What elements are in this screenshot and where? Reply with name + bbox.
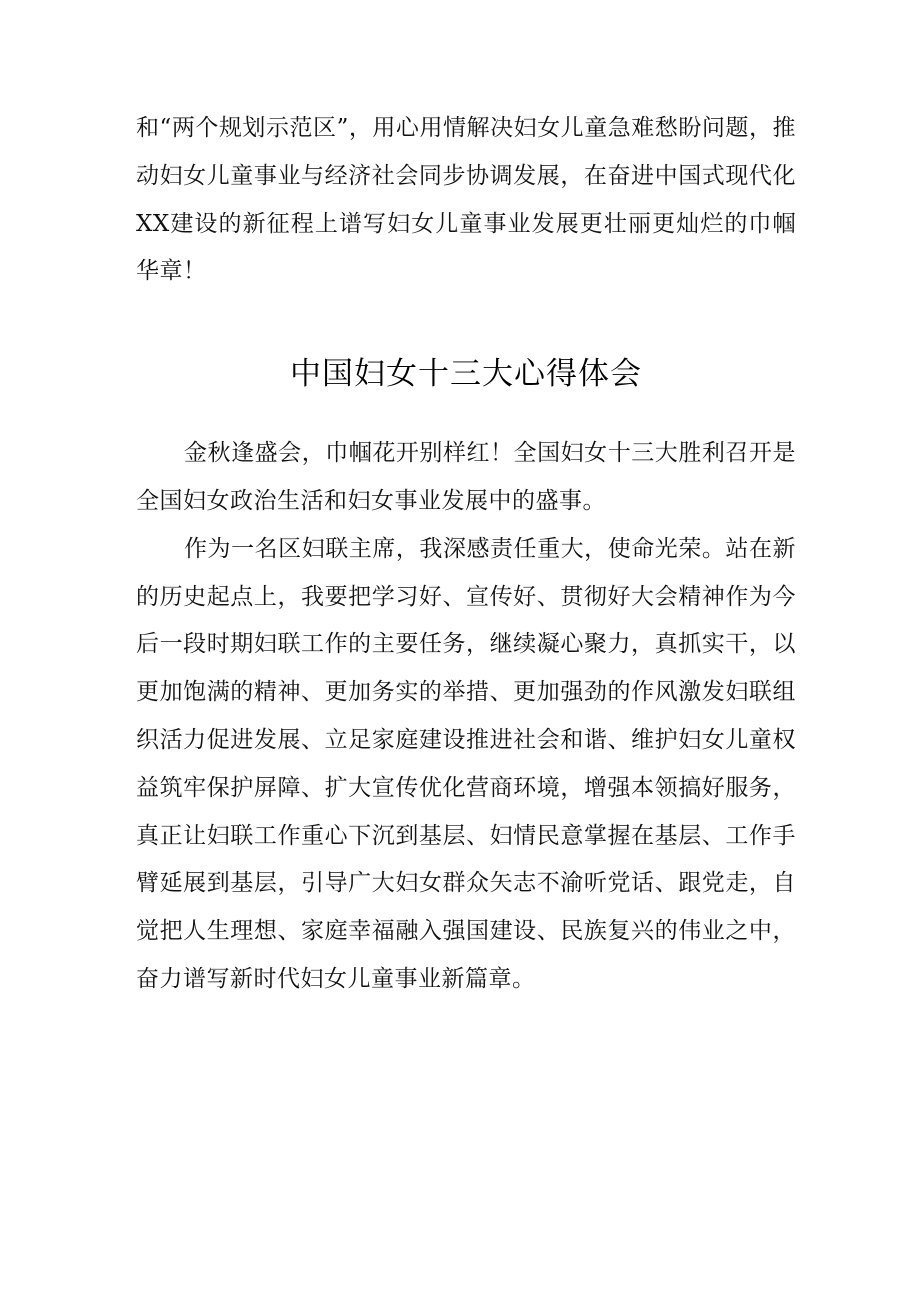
- body-paragraph-1: 金秋逢盛会，巾帼花开别样红！全国妇女十三大胜利召开是全国妇女政治生活和妇女事业发展中的盛事。: [136, 440, 796, 514]
- body-paragraph-2: 作为一名区妇联主席，我深感责任重大，使命光荣。站在新的历史起点上，我要把学习好、宣传好、贯彻好大会精神作为今后一段时期妇联工作的主要任务，继续凝心聚力，真抓实干，以更加饱满的精神、更加务实的举措、更加强劲的作风激发妇联组织活力促进发展、立足家庭建设推进社会和谐、维护妇女儿童权益筑牢保护屏障、扩大宣传优化营商环境，增强本领搞好服务，真正让妇联工作重心下沉到基层、妇情民意掌握在基层、工作手臂延展到基层，引导广大妇女群众矢志不渝听党话、跟党走，自觉把人生理想、家庭幸福融入强国建设、民族复兴的伟业之中，奋力谱写新时代妇女儿童事业新篇章。: [136, 535, 796, 992]
- document-page: [136, 105, 796, 1004]
- document-title: 中国妇女十三大心得体会: [290, 356, 642, 393]
- continuation-paragraph: 和“两个规划示范区”，用心用情解决妇女儿童急难愁盼问题，推动妇女儿童事业与经济社会同步协调发展，在奋进中国式现代化XX建设的新征程上谱写妇女儿童事业发展更壮丽更灿烂的巾帼华章！: [136, 115, 796, 285]
